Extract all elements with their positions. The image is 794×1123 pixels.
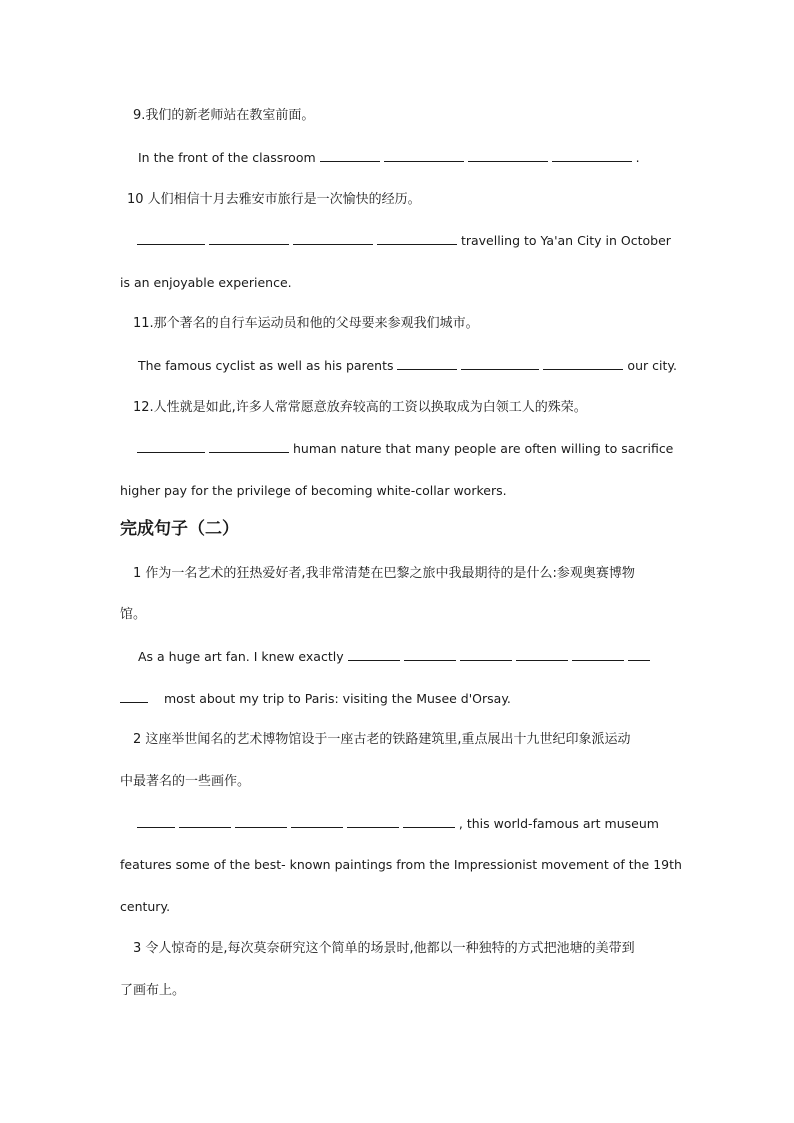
s2q3-chinese-line1: 3 令人惊奇的是,每次莫奈研究这个简单的场景时,他都以一种独特的方式把池塘的美带到	[133, 941, 635, 956]
s2q2-blank-1[interactable]	[137, 815, 175, 828]
s2q1-blank-7[interactable]	[120, 690, 148, 703]
q12-chinese: 12.人性就是如此,许多人常常愿意放弃较高的工资以换取成为白领工人的殊荣。	[133, 400, 587, 415]
s2q2-blank-5[interactable]	[347, 815, 399, 828]
q11-blank-3[interactable]	[543, 357, 623, 370]
s2q2-english-line3: century.	[120, 899, 171, 914]
s2q1-blank-2[interactable]	[404, 648, 456, 661]
q10-english-mid: travelling to Ya'an City in October	[460, 233, 671, 248]
q11-english-end: our city.	[627, 358, 677, 373]
q10-english-continued: is an enjoyable experience.	[120, 275, 292, 290]
q12-english	[137, 440, 675, 458]
s2q2-chinese-line2: 中最著名的一些画作。	[120, 774, 251, 789]
q9-chinese: 9.我们的新老师站在教室前面。	[133, 108, 315, 123]
s2q1-english-line2	[120, 690, 675, 708]
s2q1-blank-1[interactable]	[348, 648, 400, 661]
q10-blank-1[interactable]	[137, 232, 205, 245]
q12-english-mid: human nature that many people are often willing to sacrifice	[292, 441, 674, 456]
q9-english	[138, 149, 678, 167]
q12-blank-1[interactable]	[137, 440, 205, 453]
s2q1-blank-4[interactable]	[516, 648, 568, 661]
s2q1-english	[138, 648, 658, 666]
section-title: 完成句子（二）	[120, 519, 239, 539]
s2q1-chinese-line1: 1 作为一名艺术的狂热爱好者,我非常清楚在巴黎之旅中我最期待的是什么:参观奥赛博物	[133, 566, 635, 581]
s2q3-chinese-line2: 了画布上。	[120, 983, 186, 998]
q9-blank-4[interactable]	[552, 149, 632, 162]
s2q1-english-start: As a huge art fan. I knew exactly	[138, 649, 344, 664]
s2q2-english-line2: features some of the best- known paintings from the Impressionist movement of the 19th	[120, 857, 682, 872]
s2q2-blank-6[interactable]	[403, 815, 455, 828]
s2q1-blank-5[interactable]	[572, 648, 624, 661]
q9-english-end: .	[635, 150, 640, 165]
q11-blank-1[interactable]	[397, 357, 457, 370]
q11-english	[138, 357, 678, 375]
q10-chinese: 10 人们相信十月去雅安市旅行是一次愉快的经历。	[127, 192, 421, 207]
q9-blank-2[interactable]	[384, 149, 464, 162]
q11-blank-2[interactable]	[461, 357, 539, 370]
s2q2-blank-4[interactable]	[291, 815, 343, 828]
s2q2-english	[137, 815, 673, 833]
q9-english-start: In the front of the classroom	[138, 150, 316, 165]
q10-blank-2[interactable]	[209, 232, 289, 245]
q12-english-continued: higher pay for the privilege of becoming white-collar workers.	[120, 483, 507, 498]
q9-blank-3[interactable]	[468, 149, 548, 162]
s2q1-chinese-line2: 馆。	[120, 607, 147, 622]
q10-blank-3[interactable]	[293, 232, 373, 245]
s2q1-english-continued: most about my trip to Paris: visiting the Musee d'Orsay.	[163, 691, 511, 706]
q12-blank-2[interactable]	[209, 440, 289, 453]
q11-chinese: 11.那个著名的自行车运动员和他的父母要来参观我们城市。	[133, 316, 479, 331]
q10-english	[137, 232, 675, 250]
s2q2-english-mid: , this world-famous art museum	[458, 816, 659, 831]
s2q1-blank-3[interactable]	[460, 648, 512, 661]
s2q2-chinese-line1: 2 这座举世闻名的艺术博物馆设于一座古老的铁路建筑里,重点展出十九世纪印象派运动	[133, 732, 631, 747]
q11-english-start: The famous cyclist as well as his parents	[138, 358, 394, 373]
q9-blank-1[interactable]	[320, 149, 380, 162]
s2q1-blank-6[interactable]	[628, 648, 650, 661]
q10-blank-4[interactable]	[377, 232, 457, 245]
s2q2-blank-3[interactable]	[235, 815, 287, 828]
s2q2-blank-2[interactable]	[179, 815, 231, 828]
